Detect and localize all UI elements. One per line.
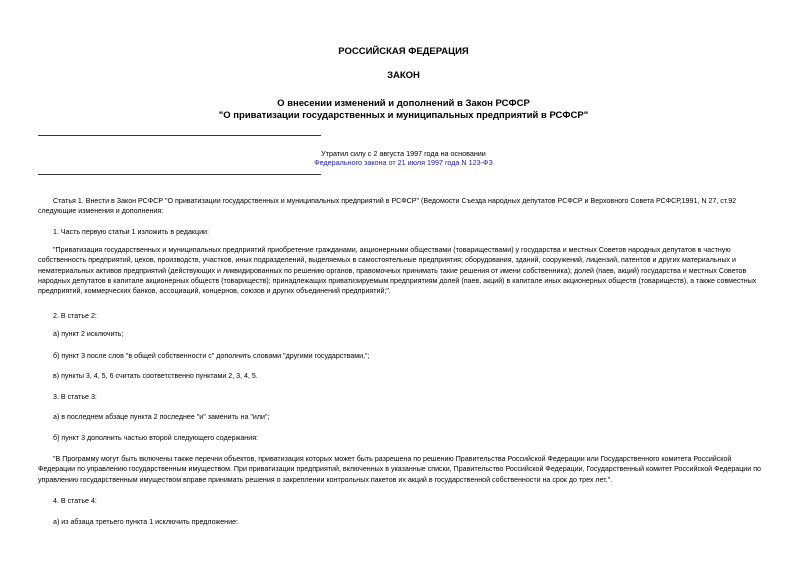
divider-bottom: [38, 174, 321, 175]
document-title-line-2: "О приватизации государственных и муниципальных предприятий в РСФСР": [218, 110, 589, 121]
paragraph-3-line-4: народных депутатов в капитале акционерных обществ (товариществ); принадлежащих приватизируемым предприятиям долей (паев, акций) в капитале иных акционерных обществ (товариществ), а также совместных: [38, 276, 757, 285]
paragraph-10-line-1: б) пункт 3 дополнить частью второй следующего содержания:: [53, 434, 259, 442]
country-heading: РОССИЙСКАЯ ФЕДЕРАЦИЯ: [338, 46, 469, 57]
paragraph-13-line-1: а) из абзаца третьего пункта 1 исключить предложение:: [53, 518, 238, 526]
paragraph-11-line-1: "В Программу могут быть включены также перечни объектов, приватизация которых может быть разрешена по решению Правительства Российской Федерации или Государственного комитета Российской: [53, 455, 732, 463]
document-title-line-1: О внесении изменений и дополнений в Закон РСФСР: [277, 98, 530, 109]
paragraph-3-line-5: предприятий, коммерческих банков, ассоциаций, концернов, союзов и других объединений предприятий;".: [38, 287, 391, 296]
paragraph-5-line-1: а) пункт 2 исключить;: [53, 330, 124, 338]
paragraph-11-line-2: Федерации по управлению государственным имуществом. При приватизации предприятий, включенных в указанные списки, Правительство Российской Федерации, Государственный комитет Российской Федерации по: [38, 465, 761, 474]
paragraph-3-line-2: собственность предприятий, цехов, производств, участков, иных подразделений, выделяемых в самостоятельные предприятия; оборудования, зданий, сооружений, лицензий, патентов и других материальных и: [38, 256, 737, 265]
paragraph-12-line-1: 4. В статье 4:: [53, 497, 97, 505]
paragraph-9-line-1: а) в последнем абзаце пункта 2 последнее "и" заменить на "или";: [53, 413, 270, 421]
paragraph-11-line-3: управлению государственным имуществом вправе принимать решения о закреплении контрольных пакетов их акций в государственной собственности на срок до трех лет.".: [38, 475, 613, 484]
paragraph-8-line-1: 3. В статье 3:: [53, 393, 97, 401]
paragraph-3-line-1: "Приватизация государственных и муниципальных предприятий приобретение гражданами, акционерными обществами (товариществами) у государства и местных Советов народных депутатов в частную: [53, 246, 731, 254]
paragraph-1-line-2: следующие изменения и дополнения:: [38, 207, 164, 216]
paragraph-7-line-1: в) пункты 3, 4, 5, 6 считать соответственно пунктами 2, 3, 4, 5.: [53, 372, 258, 380]
status-link-row: [0, 158, 807, 168]
paragraph-1-line-1: Статья 1. Внести в Закон РСФСР "О приватизации государственных и муниципальных предприятий в РСФСР" (Ведомости Съезда народных депутатов РСФСР и Верховного Совета РСФСР,1991, N 27, ст.92: [53, 197, 737, 205]
paragraph-6-line-1: б) пункт 3 после слов "в общей собственности с" дополнить словами "другими государствами,";: [53, 352, 370, 360]
status-note: Утратил силу с 2 августа 1997 года на основании: [321, 149, 486, 158]
paragraph-2-line-1: 1. Часть первую статьи 1 изложить в редакции:: [53, 228, 209, 236]
paragraph-3-line-3: нематериальных активов предприятий (действующих и ликвидированных по решению органов, правомочных принимать такие решения от имени собственника); долей (паев, акций) государства и местных Советов: [38, 266, 747, 275]
repeal-law-link[interactable]: Федерального закона от 21 июля 1997 года N 123-ФЗ: [314, 158, 493, 167]
paragraph-4-line-1: 2. В статье 2:: [53, 312, 97, 320]
doc-type-heading: ЗАКОН: [387, 70, 420, 81]
divider-top: [38, 135, 321, 136]
